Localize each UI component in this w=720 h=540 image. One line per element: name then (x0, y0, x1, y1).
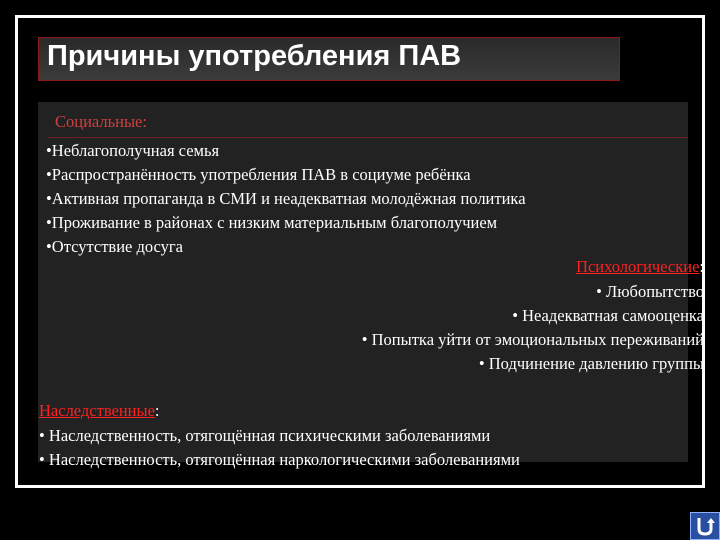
psychological-category-label: Психологические (576, 257, 700, 276)
list-item: • Наследственность, отягощённая наркологическими заболеваниями (39, 450, 520, 469)
list-item: • Попытка уйти от эмоциональных переживаний (361, 330, 704, 349)
list-item: • Подчинение давлению группы (478, 354, 704, 373)
list-item: • Наследственность, отягощённая психическими заболеваниями (39, 426, 491, 445)
list-item: •Отсутствие досуга (46, 237, 183, 256)
hereditary-heading (39, 399, 520, 424)
list-item: •Распространённость употребления ПАВ в социуме ребёнка (46, 165, 471, 184)
social-divider (48, 137, 688, 138)
list-item: • Неадекватная самооценка (512, 306, 704, 325)
hereditary-colon: : (154, 401, 160, 420)
slide-title: Причины употребления ПАВ (47, 40, 462, 72)
return-arrow-icon (694, 515, 716, 537)
hereditary-category-label: Наследственные (39, 401, 155, 420)
list-item: •Проживание в районах с низким материальным благополучием (46, 213, 498, 232)
return-button[interactable] (690, 512, 720, 540)
content-panel (38, 102, 704, 469)
slide-frame (15, 15, 705, 488)
social-list (46, 139, 526, 259)
psychological-colon: : (699, 257, 704, 276)
list-item: • Любопытство (596, 282, 704, 301)
hereditary-block (39, 399, 520, 472)
list-item: •Неблагополучная семья (46, 141, 220, 160)
psychological-block (362, 255, 704, 376)
psychological-heading (362, 255, 704, 280)
social-category-label: Социальные: (55, 112, 147, 131)
title-box (38, 37, 620, 81)
list-item: •Активная пропаганда в СМИ и неадекватная молодёжная политика (46, 189, 526, 208)
